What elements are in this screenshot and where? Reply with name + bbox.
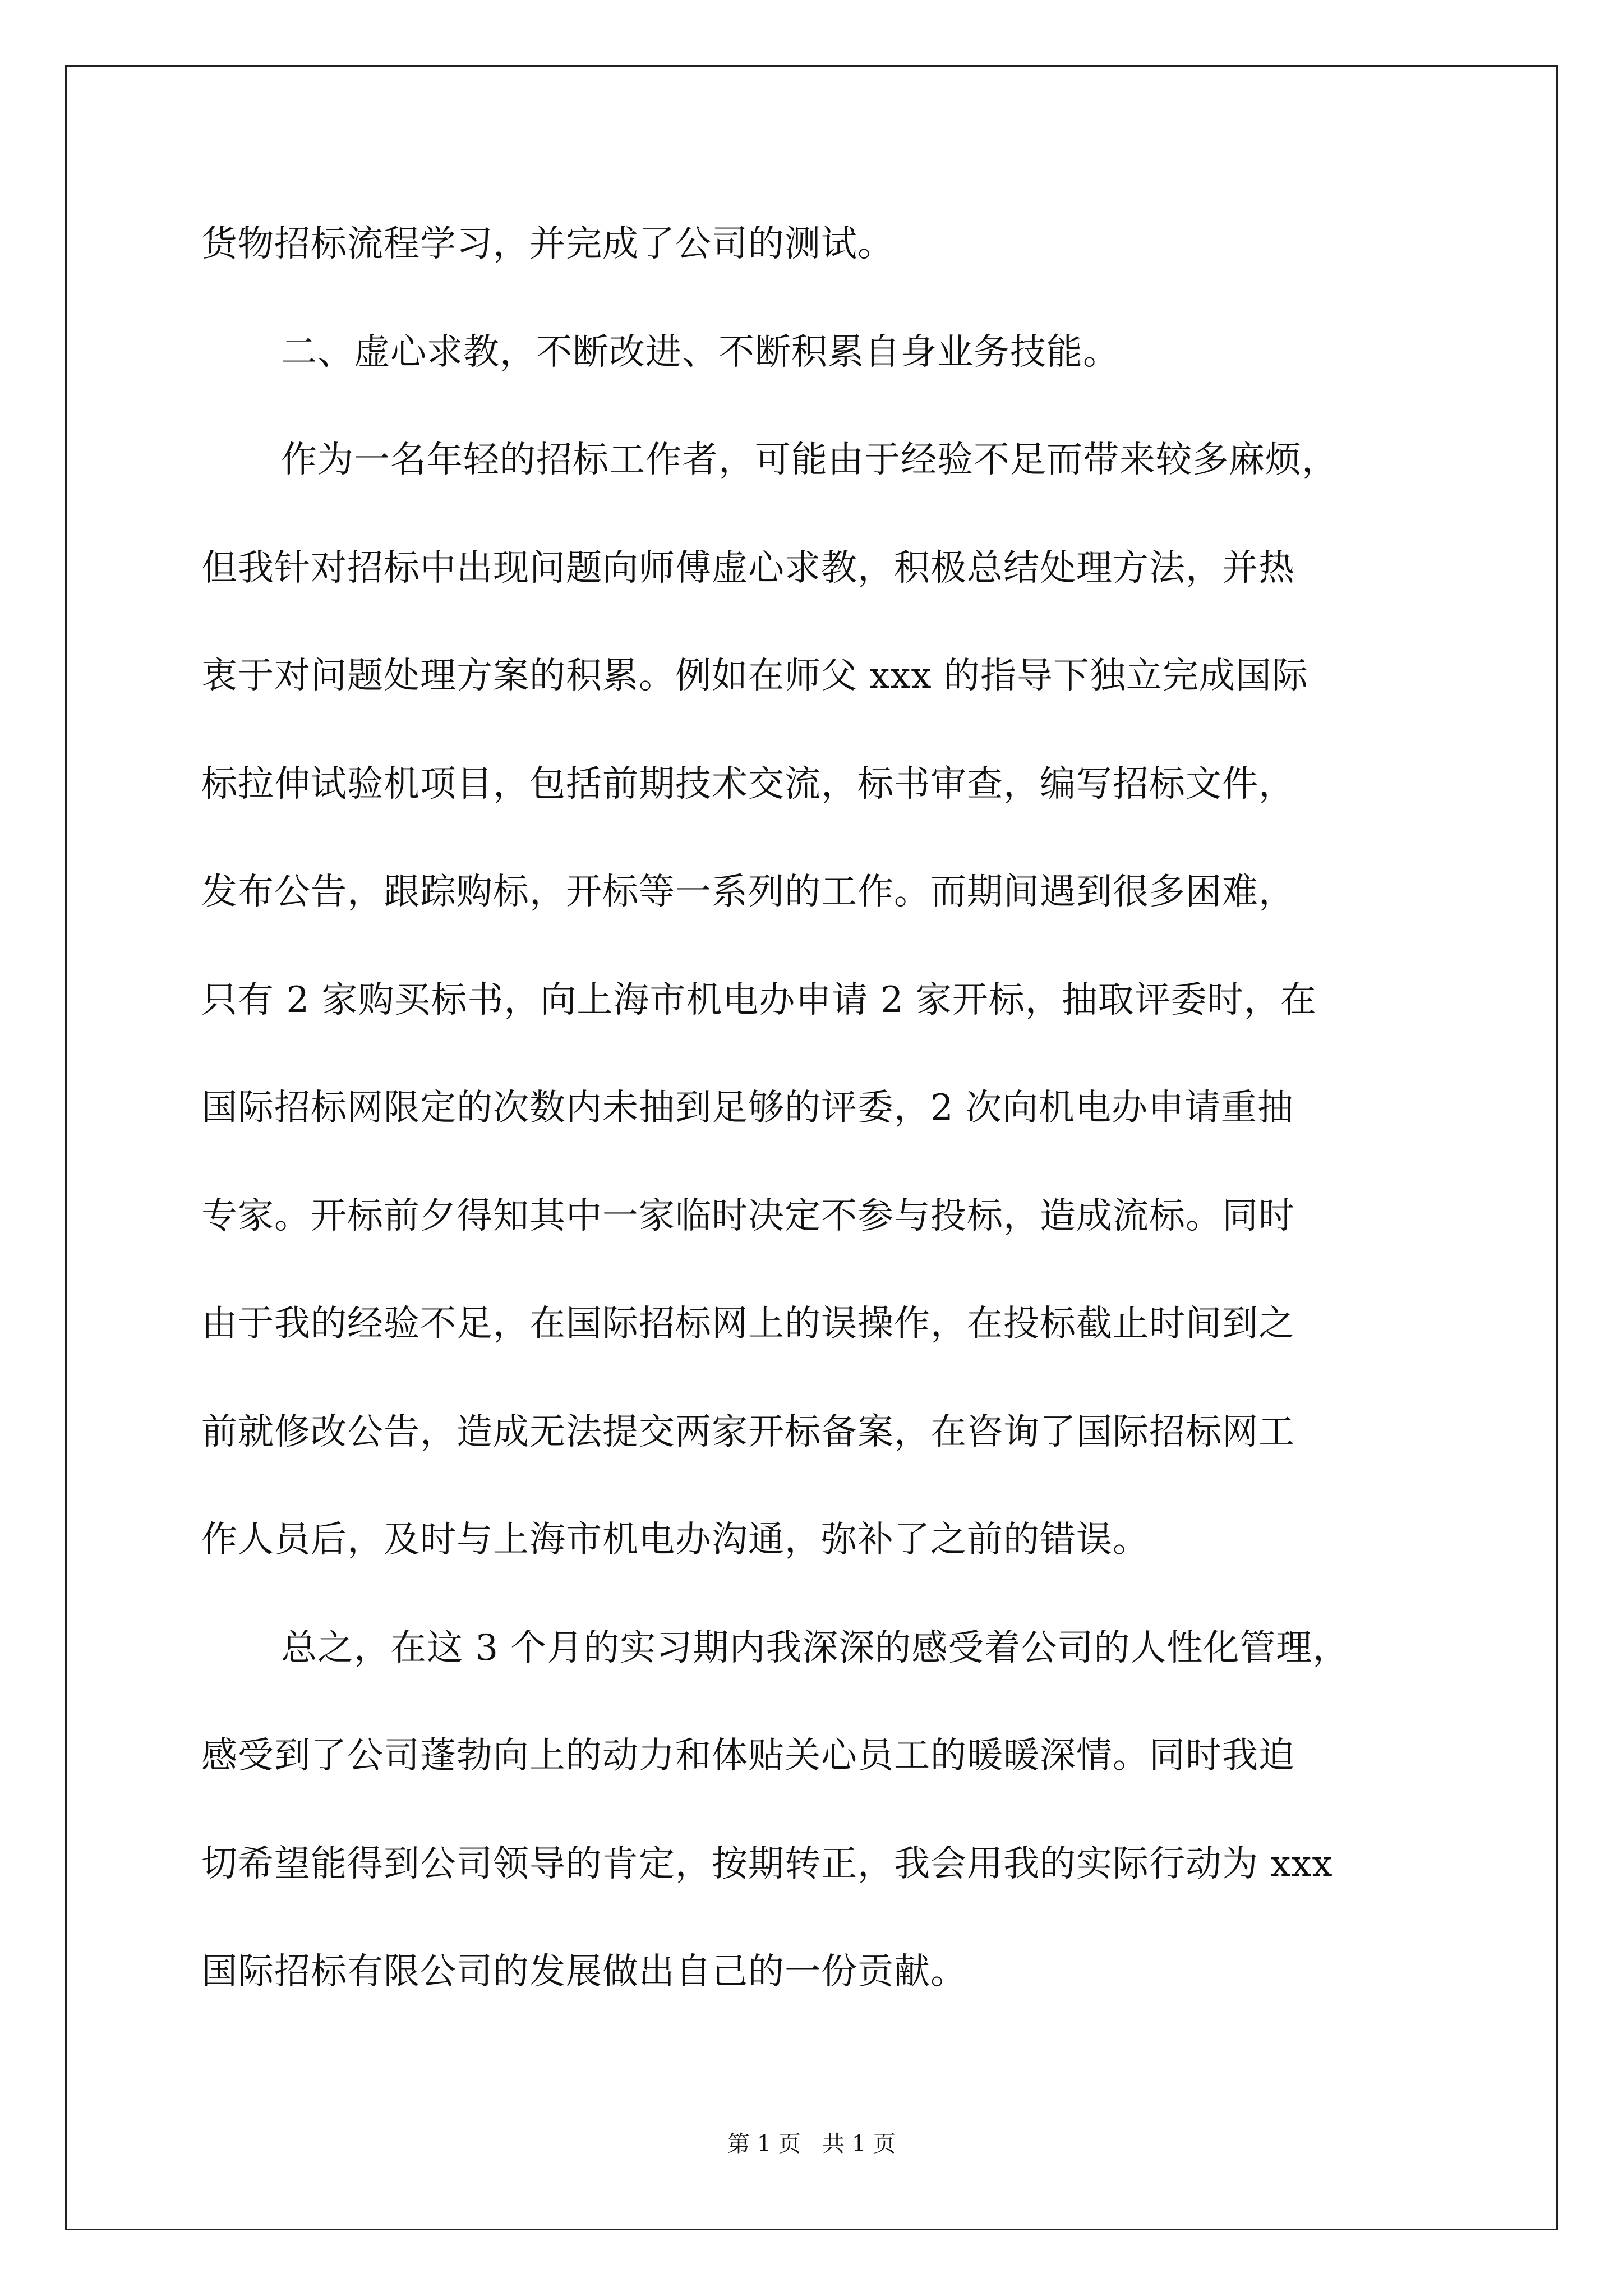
text-line: 只有 2 家购买标书，向上海市机电办申请 2 家开标，抽取评委时，在 <box>201 979 1317 1021</box>
text-line: 标拉伸试验机项目，包括前期技术交流，标书审查，编写招标文件， <box>201 763 1295 805</box>
text-line: 衷于对问题处理方案的积累。例如在师父 xxx 的指导下独立完成国际 <box>201 655 1308 697</box>
text-line: 由于我的经验不足，在国际招标网上的误操作，在投标截止时间到之 <box>201 1303 1295 1345</box>
text-line: 二、虚心求教，不断改进、不断积累自身业务技能。 <box>281 331 1119 373</box>
text-line: 专家。开标前夕得知其中一家临时决定不参与投标，造成流标。同时 <box>201 1195 1295 1237</box>
text-line: 总之，在这 3 个月的实习期内我深深的感受着公司的人性化管理， <box>281 1627 1349 1669</box>
text-line: 国际招标网限定的次数内未抽到足够的评委，2 次向机电办申请重抽 <box>201 1087 1294 1129</box>
text-line: 作人员后，及时与上海市机电办沟通，弥补了之前的错误。 <box>201 1519 1149 1561</box>
text-line: 前就修改公告，造成无法提交两家开标备案，在咨询了国际招标网工 <box>201 1411 1295 1453</box>
text-line: 作为一名年轻的招标工作者，可能由于经验不足而带来较多麻烦， <box>281 439 1338 481</box>
text-line: 切希望能得到公司领导的肯定，按期转正，我会用我的实际行动为 xxx <box>201 1843 1333 1885</box>
text-line: 但我针对招标中出现问题向师傅虚心求教，积极总结处理方法，并热 <box>201 547 1295 589</box>
text-line: 货物招标流程学习，并完成了公司的测试。 <box>201 223 894 265</box>
text-line: 发布公告，跟踪购标，开标等一系列的工作。而期间遇到很多困难， <box>201 871 1295 913</box>
text-line: 国际招标有限公司的发展做出自己的一份贡献。 <box>201 1951 967 1993</box>
document-body <box>201 213 1474 2049</box>
text-line: 感受到了公司蓬勃向上的动力和体贴关心员工的暖暖深情。同时我迫 <box>201 1735 1295 1777</box>
page-footer: 第 1 页 共 1 页 <box>727 2131 896 2157</box>
